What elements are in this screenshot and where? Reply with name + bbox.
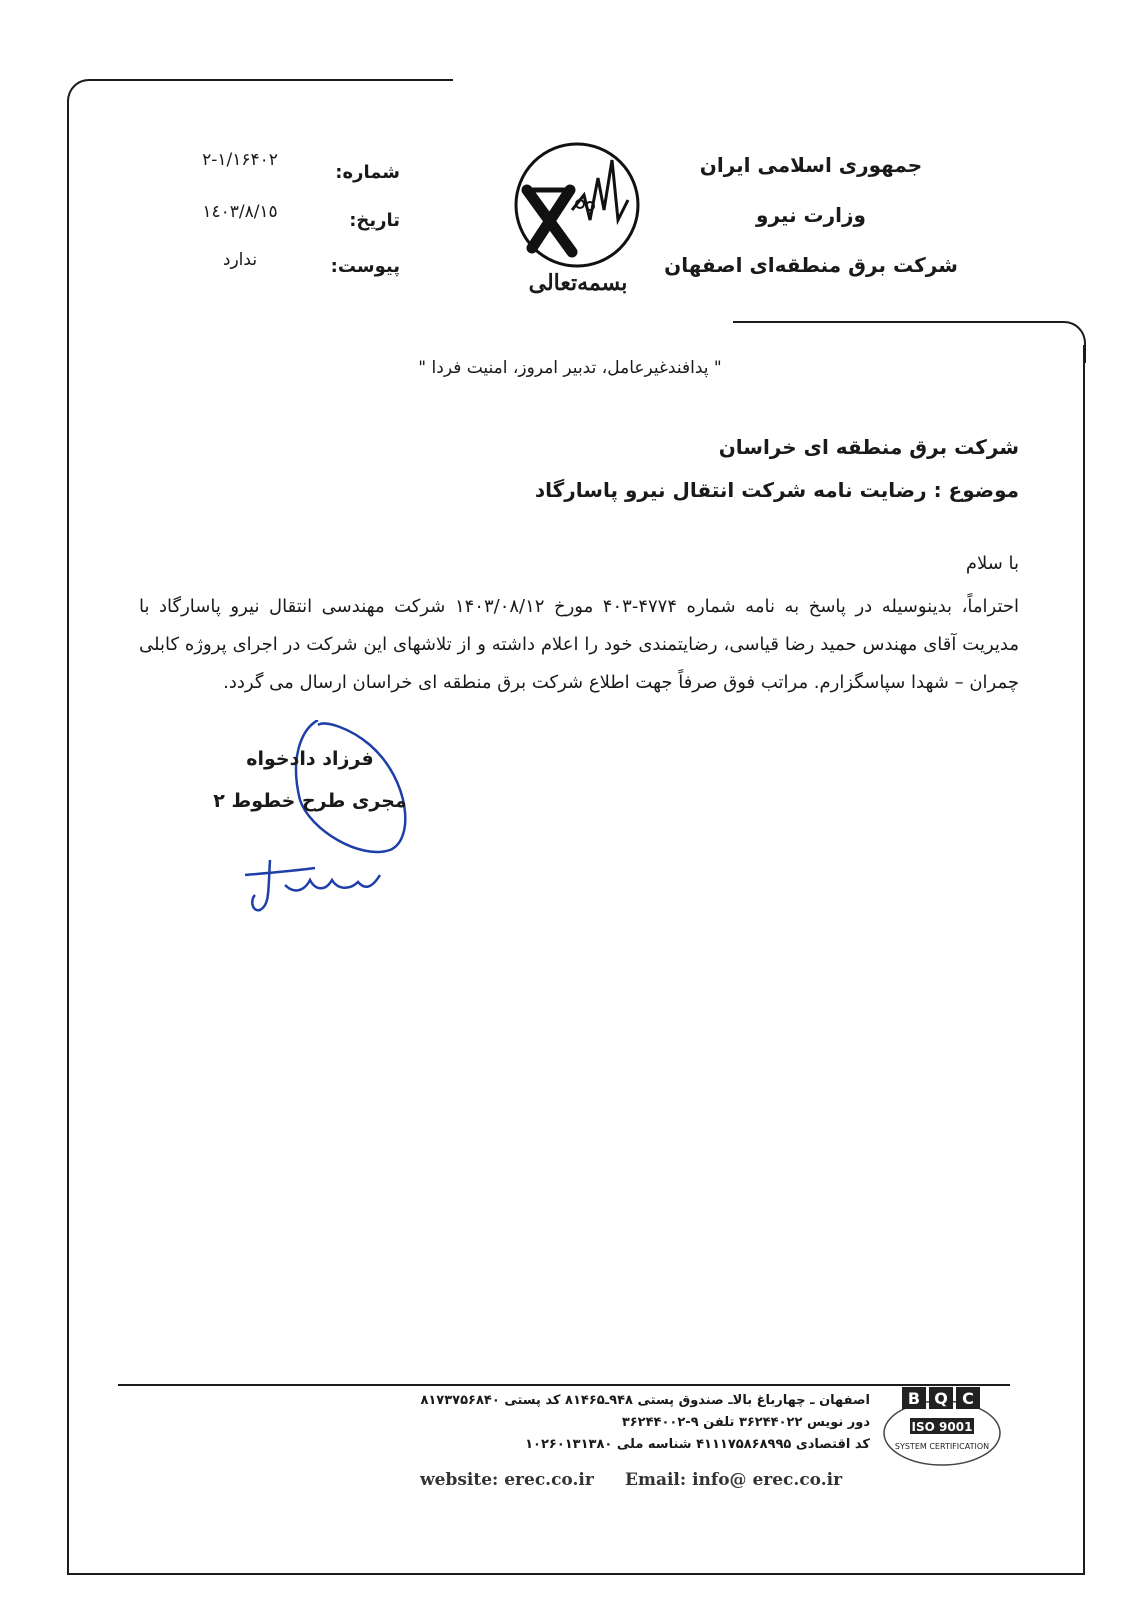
attachment-value: ندارد bbox=[222, 250, 258, 270]
frame-header-rule bbox=[733, 321, 1053, 323]
letterhead-org bbox=[661, 140, 961, 290]
frame-bottom-line bbox=[67, 1573, 1085, 1575]
footer-rule bbox=[118, 1384, 1010, 1386]
company-logo-icon bbox=[512, 140, 642, 270]
country-name: جمهوری اسلامی ایران bbox=[699, 153, 923, 177]
number-value: ۲-۱/۱۶۴۰۲ bbox=[202, 150, 278, 170]
footer-address: اصفهان ـ چهارباغ بالاـ صندوق پستی ۹۴۸ـ۸۱۴۶۵ کد پستی ۸۱۷۳۷۵۶۸۴۰ bbox=[420, 1393, 870, 1408]
date-value: ١٤٠٣/٨/١٥ bbox=[202, 202, 278, 222]
frame-left-line bbox=[67, 100, 69, 1575]
ministry-name: وزارت نیرو bbox=[756, 203, 866, 227]
footer-contact bbox=[400, 1390, 870, 1456]
footer-ids: کد اقتصادی ۴۱۱۱۷۵۸۶۸۹۹۵ شناسه ملی ۱۰۲۶۰۱۳۱۳۸۰ bbox=[525, 1437, 870, 1452]
iso-certification-text: SYSTEM CERTIFICATION bbox=[894, 1442, 990, 1451]
footer-phone: دور نویس ۳۶۲۴۴۰۲۲ تلفن ۹-۳۶۲۴۴۰۰۲ bbox=[621, 1415, 870, 1430]
frame-corner-top-left bbox=[67, 79, 109, 121]
footer-email: Email: info@ erec.co.ir bbox=[625, 1470, 843, 1490]
letter-body: احتراماً، بدینوسیله در پاسخ به نامه شماره ۴۷۷۴-۴۰۳ مورخ ۱۴۰۳/۰۸/۱۲ شرکت مهندسی انتقال نیرو پاسارگاد با مدیریت آقای مهندس حمید رضا قیاسی، رضایتمندی خود را اعلام داشته و از تلاشهای این شرکت در اجرای پروژه کابلی چمران – شهدا سپاسگزارم. مراتب فوق صرفاً جهت اطلاع شرکت برق منطقه ای خراسان ارسال می گردد. bbox=[139, 596, 1020, 693]
frame-corner-top-right bbox=[1044, 321, 1086, 363]
attachment-label: پیوست: bbox=[330, 256, 400, 277]
subject-line: موضوع : رضایت نامه شرکت انتقال نیرو پاسارگاد bbox=[534, 478, 1019, 502]
iso-standard: ISO 9001 bbox=[911, 1420, 973, 1434]
greeting: با سلام bbox=[965, 553, 1019, 574]
signer-title: مجری طرح خطوط ۲ bbox=[213, 790, 407, 812]
bismillah: بسمه‌تعالی bbox=[528, 270, 628, 296]
frame-top-line bbox=[88, 79, 453, 81]
company-name: شرکت برق منطقه‌ای اصفهان bbox=[664, 253, 958, 277]
number-label: شماره: bbox=[335, 162, 400, 183]
iso-brand-letter: Q bbox=[934, 1389, 948, 1408]
footer-website: website: erec.co.ir bbox=[420, 1470, 594, 1490]
iso-brand-letter: C bbox=[962, 1389, 974, 1408]
frame-right-line bbox=[1083, 345, 1085, 1575]
date-label: تاریخ: bbox=[349, 210, 400, 231]
slogan: " پدافندغیرعامل، تدبیر امروز، امنیت فردا " bbox=[418, 358, 722, 378]
iso-brand-letter: B bbox=[907, 1389, 921, 1408]
recipient: شرکت برق منطقه ای خراسان bbox=[718, 435, 1019, 459]
iso-certification-badge-icon bbox=[880, 1383, 1005, 1473]
signer-name: فرزاد دادخواه bbox=[246, 748, 374, 770]
